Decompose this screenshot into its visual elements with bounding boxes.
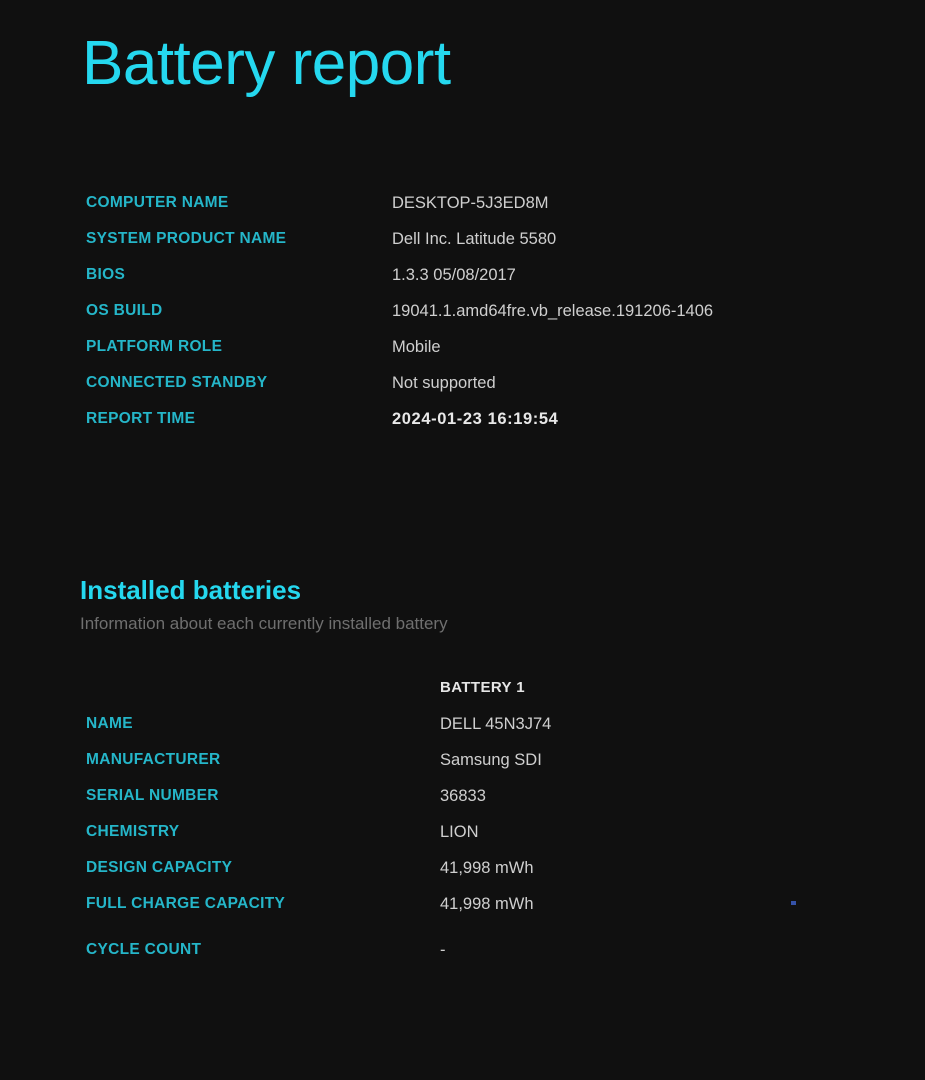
table-row xyxy=(86,814,846,850)
system-info-value: DESKTOP-5J3ED8M xyxy=(392,194,549,212)
system-info-table xyxy=(86,185,866,437)
system-info-label: OS BUILD xyxy=(86,302,163,319)
battery-row-value: 41,998 mWh xyxy=(440,859,534,877)
battery-row-value: 41,998 mWh xyxy=(440,895,534,913)
table-row xyxy=(86,932,846,968)
battery-row-label: SERIAL NUMBER xyxy=(86,787,219,804)
installed-batteries-heading: Installed batteries xyxy=(80,575,302,605)
table-row xyxy=(86,778,846,814)
system-info-value: Not supported xyxy=(392,374,496,392)
table-row xyxy=(86,221,866,257)
system-info-label: COMPUTER NAME xyxy=(86,194,229,211)
table-row xyxy=(86,850,846,886)
table-header-row xyxy=(86,670,846,706)
table-row xyxy=(86,886,846,932)
battery-row-value: 36833 xyxy=(440,787,486,805)
system-info-value: 1.3.3 05/08/2017 xyxy=(392,266,516,284)
table-row xyxy=(86,401,866,437)
table-row xyxy=(86,742,846,778)
system-info-value: Mobile xyxy=(392,338,441,356)
system-info-label: REPORT TIME xyxy=(86,410,196,427)
table-row xyxy=(86,329,866,365)
battery-row-label: CHEMISTRY xyxy=(86,823,180,840)
system-info-value: Dell Inc. Latitude 5580 xyxy=(392,230,557,248)
table-row xyxy=(86,365,866,401)
table-row xyxy=(86,185,866,221)
table-corner-cell xyxy=(86,670,440,706)
battery-row-label: DESIGN CAPACITY xyxy=(86,859,233,876)
installed-batteries-table xyxy=(86,670,846,968)
battery-row-label: FULL CHARGE CAPACITY xyxy=(86,895,286,912)
system-info-value: 19041.1.amd64fre.vb_release.191206-1406 xyxy=(392,302,714,320)
table-row xyxy=(86,706,846,742)
system-info-label: BIOS xyxy=(86,266,126,283)
battery-row-value: LION xyxy=(440,823,479,841)
battery-row-label: NAME xyxy=(86,715,133,732)
table-row xyxy=(86,257,866,293)
system-info-value: 2024-01-23 16:19:54 xyxy=(392,410,559,428)
table-row xyxy=(86,293,866,329)
system-info-label: SYSTEM PRODUCT NAME xyxy=(86,230,287,247)
battery-row-value: DELL 45N3J74 xyxy=(440,715,552,733)
battery-row-label: MANUFACTURER xyxy=(86,751,221,768)
battery-row-label: CYCLE COUNT xyxy=(86,941,202,958)
system-info-label: PLATFORM ROLE xyxy=(86,338,223,355)
installed-batteries-subheading: Information about each currently installed battery xyxy=(80,614,448,633)
page-title: Battery report xyxy=(82,29,451,98)
battery-row-value: - xyxy=(440,941,446,959)
artifact-speck xyxy=(791,901,796,905)
battery-row-value: Samsung SDI xyxy=(440,751,542,769)
system-info-label: CONNECTED STANDBY xyxy=(86,374,268,391)
battery-column-header: BATTERY 1 xyxy=(440,679,526,696)
